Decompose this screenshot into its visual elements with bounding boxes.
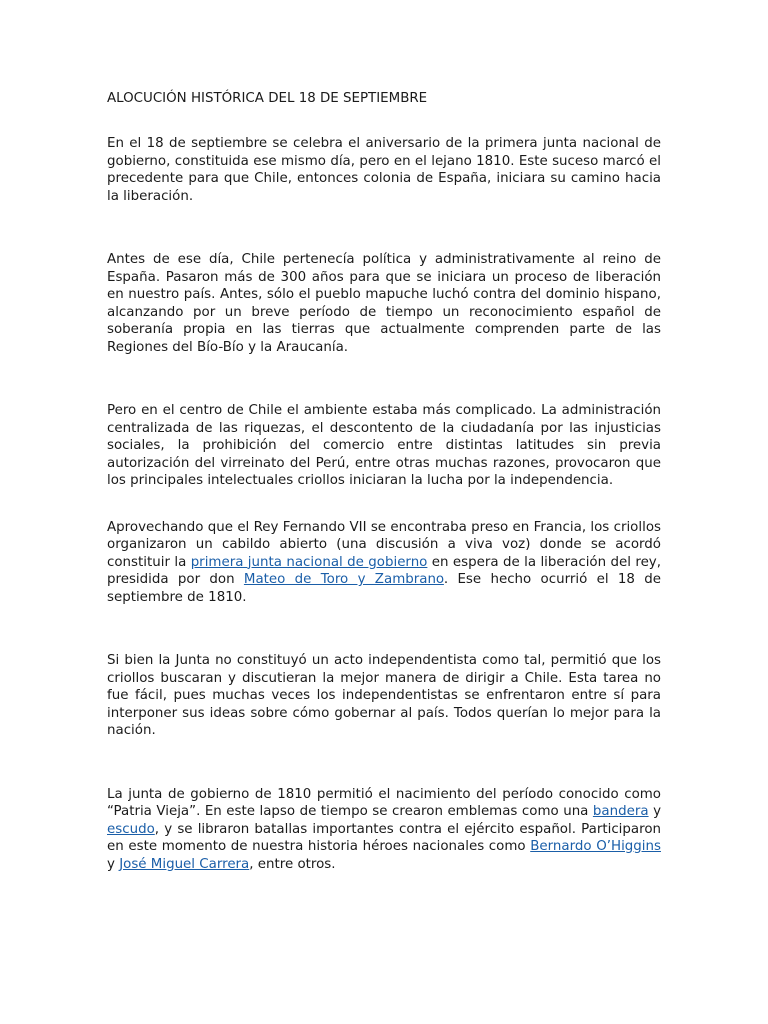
paragraph-4-text-3: . Ese hecho ocurrió el 18 de septiembre de 1810.: [107, 572, 661, 605]
paragraph-6-text-2: y: [648, 804, 661, 819]
paragraph-6: [107, 786, 661, 874]
paragraph-6-text-4: y: [107, 856, 120, 872]
paragraph-1: En el 18 de septiembre se celebra el aniversario de la primera junta nacional de gobierno, constituida ese mismo día, pero en el lejano 1810. Este suceso marcó el precedente para que Chile, entonces colonia de España, iniciara su camino hacia la liberación.: [107, 136, 661, 204]
link-bandera[interactable]: bandera: [592, 804, 649, 819]
paragraph-6-text-3: , y se libraron batallas importantes contra el ejército español. Participaron en este momento de nuestra historia héroes nacionales como: [107, 821, 661, 854]
document-page: [107, 90, 661, 873]
link-escudo[interactable]: escudo: [107, 821, 155, 837]
link-jose-miguel-carrera[interactable]: José Miguel Carrera: [119, 856, 250, 872]
paragraph-6-text-1: La junta de gobierno de 1810 permitió el nacimiento del período conocido como “Patria Vieja”. En este lapso de tiempo se crearon emblemas como una: [107, 786, 661, 819]
link-primera-junta[interactable]: primera junta nacional de gobierno: [190, 554, 428, 570]
document-title: ALOCUCIÓN HISTÓRICA DEL 18 DE SEPTIEMBRE: [107, 91, 428, 106]
paragraph-3: Pero en el centro de Chile el ambiente estaba más complicado. La administración centralizada de las riquezas, el descontento de la ciudadanía por las injusticias sociales, la prohibición del comercio entre distintas latitudes sin previa autorización del virreinato del Perú, entre otras muchas razones, provocaron que los principales intelectuales criollos iniciaran la lucha por la independencia.: [107, 403, 661, 488]
paragraph-5: Si bien la Junta no constituyó un acto independentista como tal, permitió que los criollos buscaran y discutieran la mejor manera de dirigir a Chile. Esta tarea no fue fácil, pues muchas veces los independentistas se enfrentaron entre sí para interponer sus ideas sobre cómo gobernar al país. Todos querían lo mejor para la nación.: [107, 653, 661, 738]
link-mateo-de-toro[interactable]: Mateo de Toro y Zambrano: [243, 572, 444, 587]
paragraph-2: Antes de ese día, Chile pertenecía política y administrativamente al reino de España. Pasaron más de 300 años para que se iniciara un proceso de liberación en nuestro país. Antes, sólo el pueblo mapuche luchó contra del dominio hispano, alcanzando por un breve período de tiempo un reconocimiento español de soberanía propia en las tierras que actualmente comprenden parte de las Regiones del Bío-Bío y la Araucanía.: [107, 252, 661, 355]
paragraph-4-text-1: Aprovechando que el Rey Fernando VII se encontraba preso en Francia, los criollos organizaron un cabildo abierto (una discusión a viva voz) donde se acordó constituir la: [107, 519, 661, 570]
paragraph-6-text-5: , entre otros.: [249, 856, 336, 872]
paragraph-4-text-2: en espera de la liberación del rey, presidida por don: [107, 554, 661, 587]
link-bernardo-ohiggins[interactable]: Bernardo O’Higgins: [530, 839, 661, 854]
paragraph-4: [107, 519, 661, 607]
